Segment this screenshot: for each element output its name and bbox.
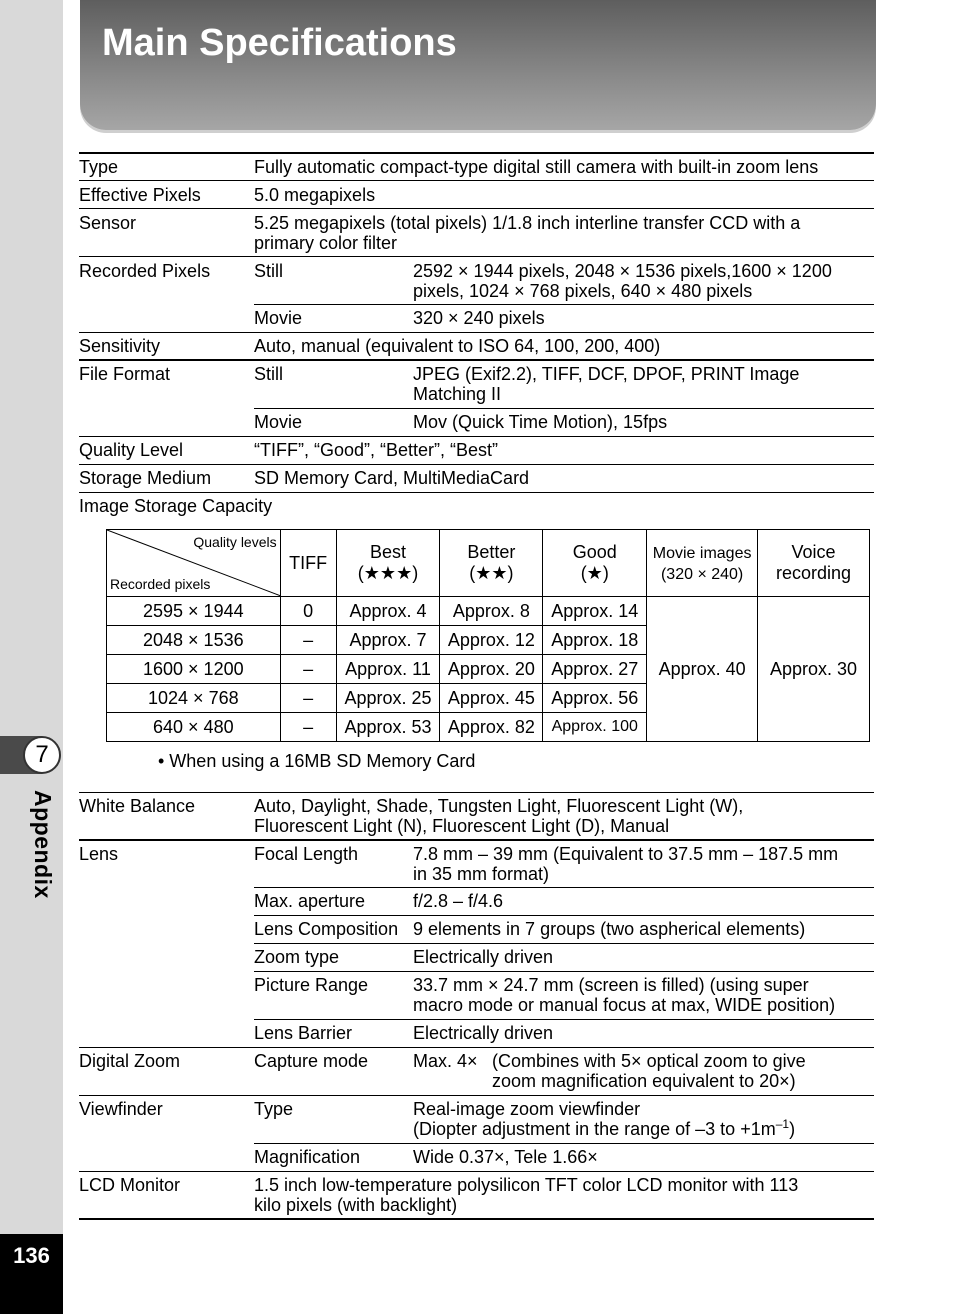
rule xyxy=(79,1171,874,1172)
table-row: 640 × 480 – Approx. 53 Approx. 82 Approx. 100 xyxy=(107,713,870,742)
table-header-row xyxy=(107,530,870,597)
rule xyxy=(254,915,874,916)
rule xyxy=(254,1019,874,1020)
header-best: Best (★★★) xyxy=(336,530,440,597)
header-tiff: TIFF xyxy=(280,530,336,597)
voice-capacity: Approx. 30 xyxy=(758,597,870,742)
rule xyxy=(254,1143,874,1144)
rule xyxy=(254,887,874,888)
rule xyxy=(79,152,874,154)
header-better: Better (★★) xyxy=(440,530,543,597)
rule xyxy=(254,408,874,409)
rule xyxy=(79,1095,874,1096)
movie-capacity: Approx. 40 xyxy=(647,597,758,742)
rule xyxy=(79,436,874,437)
rule xyxy=(254,304,874,305)
rule xyxy=(79,464,874,465)
rule xyxy=(79,208,874,209)
chapter-number: 7 xyxy=(23,736,61,774)
rule xyxy=(79,332,874,333)
table-note: • When using a 16MB SD Memory Card xyxy=(158,751,476,771)
rule xyxy=(254,971,874,972)
table-row: 1024 × 768 – Approx. 25 Approx. 45 Approx. 56 xyxy=(107,684,870,713)
table-row: 2048 × 1536 – Approx. 7 Approx. 12 Approx. 18 xyxy=(107,626,870,655)
header-voice: Voice recording xyxy=(758,530,870,597)
page-title: Main Specifications xyxy=(102,22,457,64)
page-number: 136 xyxy=(0,1234,63,1314)
side-tab xyxy=(0,0,63,1314)
rule xyxy=(79,1047,874,1048)
rule xyxy=(79,256,874,257)
rule xyxy=(254,943,874,944)
chapter-label: Appendix xyxy=(30,790,56,899)
rule xyxy=(79,839,874,841)
header-good: Good (★) xyxy=(543,530,647,597)
title-banner xyxy=(80,0,876,130)
rule xyxy=(79,1218,874,1220)
table-row: 1600 × 1200 – Approx. 11 Approx. 20 Approx. 27 xyxy=(107,655,870,684)
rule xyxy=(79,180,874,181)
rule xyxy=(79,359,874,361)
rule xyxy=(79,492,874,493)
corner-cell: Quality levels Recorded pixels xyxy=(107,530,281,597)
header-movie: Movie images (320 × 240) xyxy=(647,530,758,597)
rule xyxy=(79,792,874,793)
capacity-table xyxy=(106,529,870,742)
table-row: 2595 × 1944 0 Approx. 4 Approx. 8 Approx. 14 Approx. 40 Approx. 30 xyxy=(107,597,870,626)
